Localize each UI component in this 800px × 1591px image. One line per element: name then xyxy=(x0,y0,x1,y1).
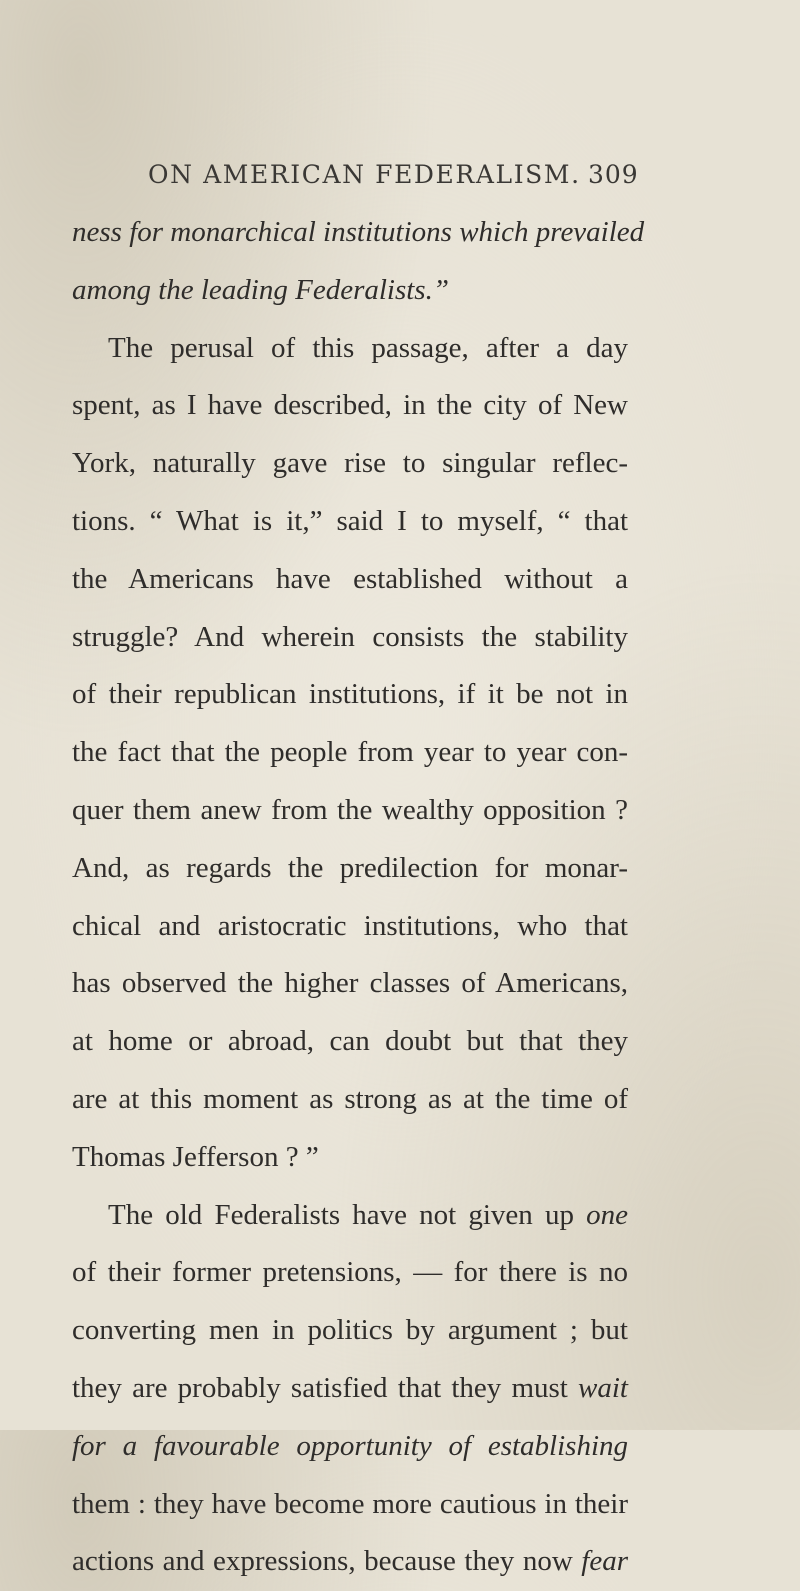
italic-text: among the leading Federalists.” xyxy=(72,273,449,306)
paragraph-first-line xyxy=(72,320,628,378)
text-span: the Americans have established without a xyxy=(72,562,628,595)
italic-text: ness for monarchical institutions which prevailed xyxy=(72,216,645,248)
text-line xyxy=(72,493,628,551)
text-line xyxy=(72,1302,628,1360)
italic-text: fear xyxy=(581,1545,628,1578)
text-line xyxy=(72,1360,628,1418)
text-line xyxy=(72,377,628,435)
text-span: Thomas Jefferson ? ” xyxy=(72,1140,319,1173)
text-span: spent, as I have described, in the city of New xyxy=(72,389,628,422)
text-line xyxy=(72,551,628,609)
text-span: them : they have become more cautious in their xyxy=(72,1487,628,1520)
text-span: at home or abroad, can doubt but that they xyxy=(72,1025,628,1058)
text-line xyxy=(72,1476,628,1534)
text-span: chical and aristocratic institutions, who that xyxy=(72,909,628,942)
text-span: converting men in politics by argument ; but xyxy=(72,1314,628,1347)
text-line xyxy=(72,204,645,262)
italic-text: wait xyxy=(578,1371,628,1404)
body-text xyxy=(72,204,645,1591)
text-line xyxy=(72,1071,628,1129)
text-span: they are probably satisfied that they must xyxy=(72,1371,579,1404)
text-span: quer them anew from the wealthy opposition ? xyxy=(72,793,628,826)
text-line xyxy=(72,724,628,782)
text-span: of their former pretensions, — for there is no xyxy=(72,1256,628,1289)
text-span: York, naturally gave rise to singular reflec- xyxy=(72,447,628,480)
page-number: 309 xyxy=(588,160,639,189)
text-span: of their republican institutions, if it be not in xyxy=(72,678,628,711)
paragraph-last-line xyxy=(72,1129,628,1187)
text-line xyxy=(72,262,628,320)
text-line xyxy=(72,609,628,667)
text-line xyxy=(72,666,628,724)
text-span: are at this moment as strong as at the time of xyxy=(72,1082,628,1115)
paragraph-first-line xyxy=(72,1187,628,1245)
text-line xyxy=(72,782,628,840)
running-header xyxy=(148,160,648,200)
text-line xyxy=(72,1013,628,1071)
text-line xyxy=(72,840,628,898)
text-line xyxy=(72,955,628,1013)
text-line xyxy=(72,898,628,956)
text-span: struggle? And wherein consists the stability xyxy=(72,620,628,653)
text-span: actions and expressions, because they now xyxy=(72,1545,582,1578)
text-span: the fact that the people from year to year con- xyxy=(72,736,628,769)
text-span: has observed the higher classes of Americans, xyxy=(72,967,628,1000)
text-line xyxy=(72,1533,628,1591)
text-line xyxy=(72,1244,628,1302)
text-line xyxy=(72,435,628,493)
text-span: The old Federalists have not given up xyxy=(108,1198,587,1231)
text-span: The perusal of this passage, after a day xyxy=(108,331,628,364)
text-span: And, as regards the predilection for monar- xyxy=(72,851,628,884)
running-title: ON AMERICAN FEDERALISM. xyxy=(148,160,581,189)
italic-text: for a favourable opportunity of establishing xyxy=(72,1429,628,1462)
text-span: tions. “ What is it,” said I to myself, “ that xyxy=(72,504,628,537)
italic-text: one xyxy=(586,1198,628,1231)
text-line xyxy=(72,1418,628,1476)
